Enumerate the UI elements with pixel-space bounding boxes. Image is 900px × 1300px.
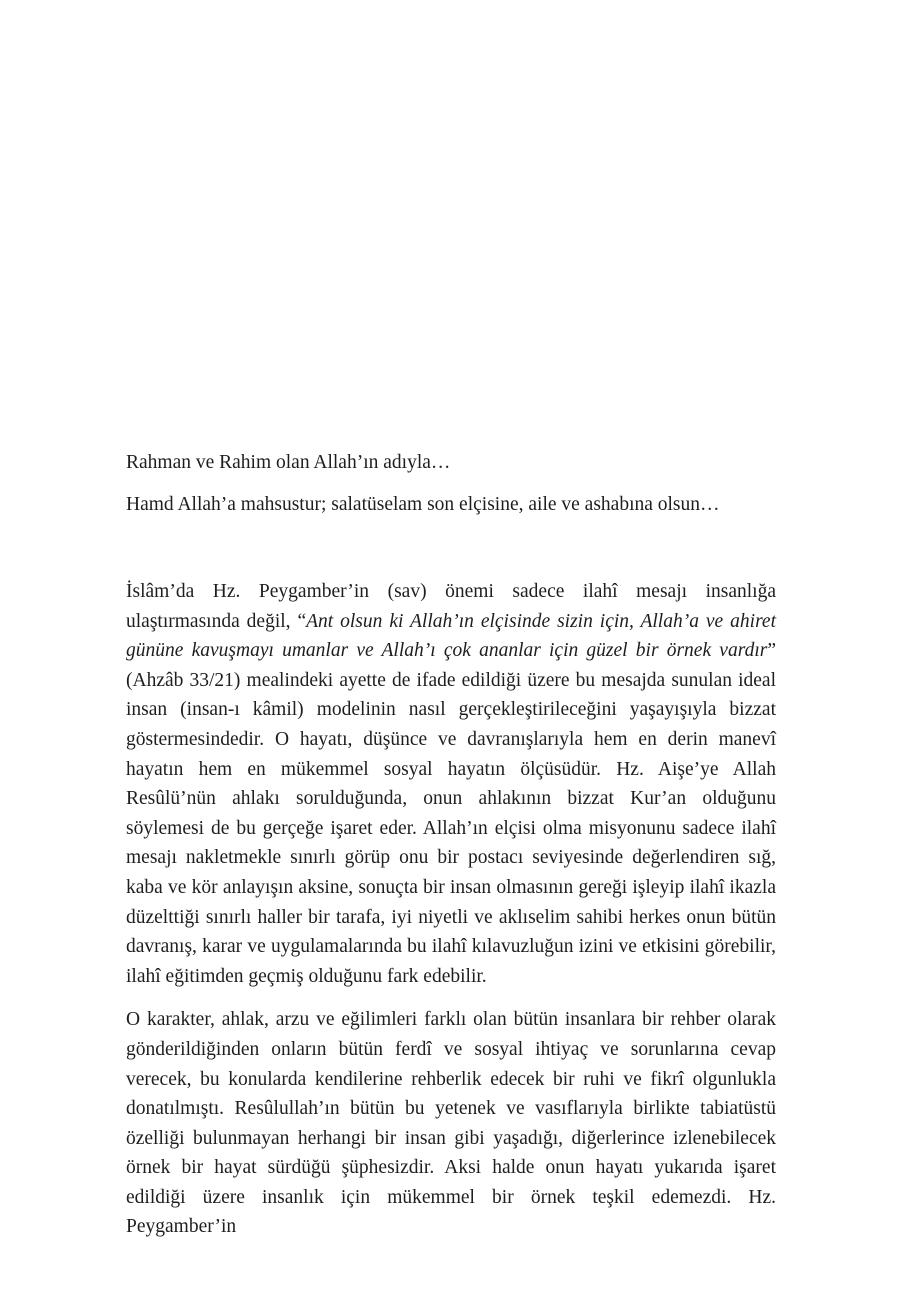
basmala-line: Rahman ve Rahim olan Allah’ın adıyla… xyxy=(126,452,451,473)
paragraph-1 xyxy=(126,577,776,991)
paragraph-1-opening: İslâm’da Hz. Peygamber’in (sav) önemi sadece ilahî mesajı insanlığa ulaştırmasında değil, “ xyxy=(126,581,776,632)
hamd-line: Hamd Allah’a mahsustur; salatüselam son elçisine, aile ve ashabına olsun… xyxy=(126,494,720,515)
page-content xyxy=(126,448,776,1242)
paragraph-2: O karakter, ahlak, arzu ve eğilimleri farklı olan bütün insanlara bir rehber olarak gönderildiğinden onların bütün ferdî ve sosyal ihtiyaç ve sorunlarına cevap verecek, bu konularda kendilerine rehberlik edecek bir ruhi ve fikrî olgunlukla donatılmıştı. Resûlullah’ın bütün bu yetenek ve vasıflarıyla birlikte tabiatüstü özelliği bulunmayan herhangi bir insan gibi yaşadığı, diğerlerince izlenebilecek örnek bir hayat sürdüğü şüphesizdir. Aksi halde onun hayatı yukarıda işaret edildiği üzere insanlık için mükemmel bir örnek teşkil edemezdi. Hz. Peygamber’in xyxy=(126,1009,776,1238)
intro-section xyxy=(126,448,776,519)
paragraph-1-rest: ” (Ahzâb 33/21) mealindeki ayette de ifade edildiği üzere bu mesajda sunulan ideal insan (insan-ı kâmil) modelinin nasıl gerçekleştirileceğini yaşayışıyla bizzat göstermesindedir. O hayatı, düşünce ve davranışlarıyla hem en derin manevî hayatın hem en mükemmel sosyal hayatın ölçüsüdür. Hz. Aişe’ye Allah Resûlü’nün ahlakı sorulduğunda, onun ahlakının bizzat Kur’an olduğunu söylemesi de bu gerçeğe işaret eder. Allah’ın elçisi olma misyonunu sadece ilahî mesajı nakletmekle sınırlı görüp onu bir postacı seviyesinde değerlendiren sığ, kaba ve kör anlayışın aksine, sonuçta bir insan olmasının gereği işleyip ilahî ikazla düzelttiği sınırlı haller bir tarafa, iyi niyetli ve aklıselim sahibi herkes onun bütün davranış, karar ve uygulamalarında bu ilahî kılavuzluğun izini ve etkisini görebilir, ilahî eğitimden geçmiş olduğunu fark edebilir. xyxy=(126,640,776,987)
body-text xyxy=(126,577,776,1242)
quran-quote: Ant olsun ki Allah’ın elçisinde sizin için, Allah’a ve ahiret gününe kavuşmayı umanlar ve Allah’ı çok ananlar için güzel bir örnek vardır xyxy=(126,610,777,662)
